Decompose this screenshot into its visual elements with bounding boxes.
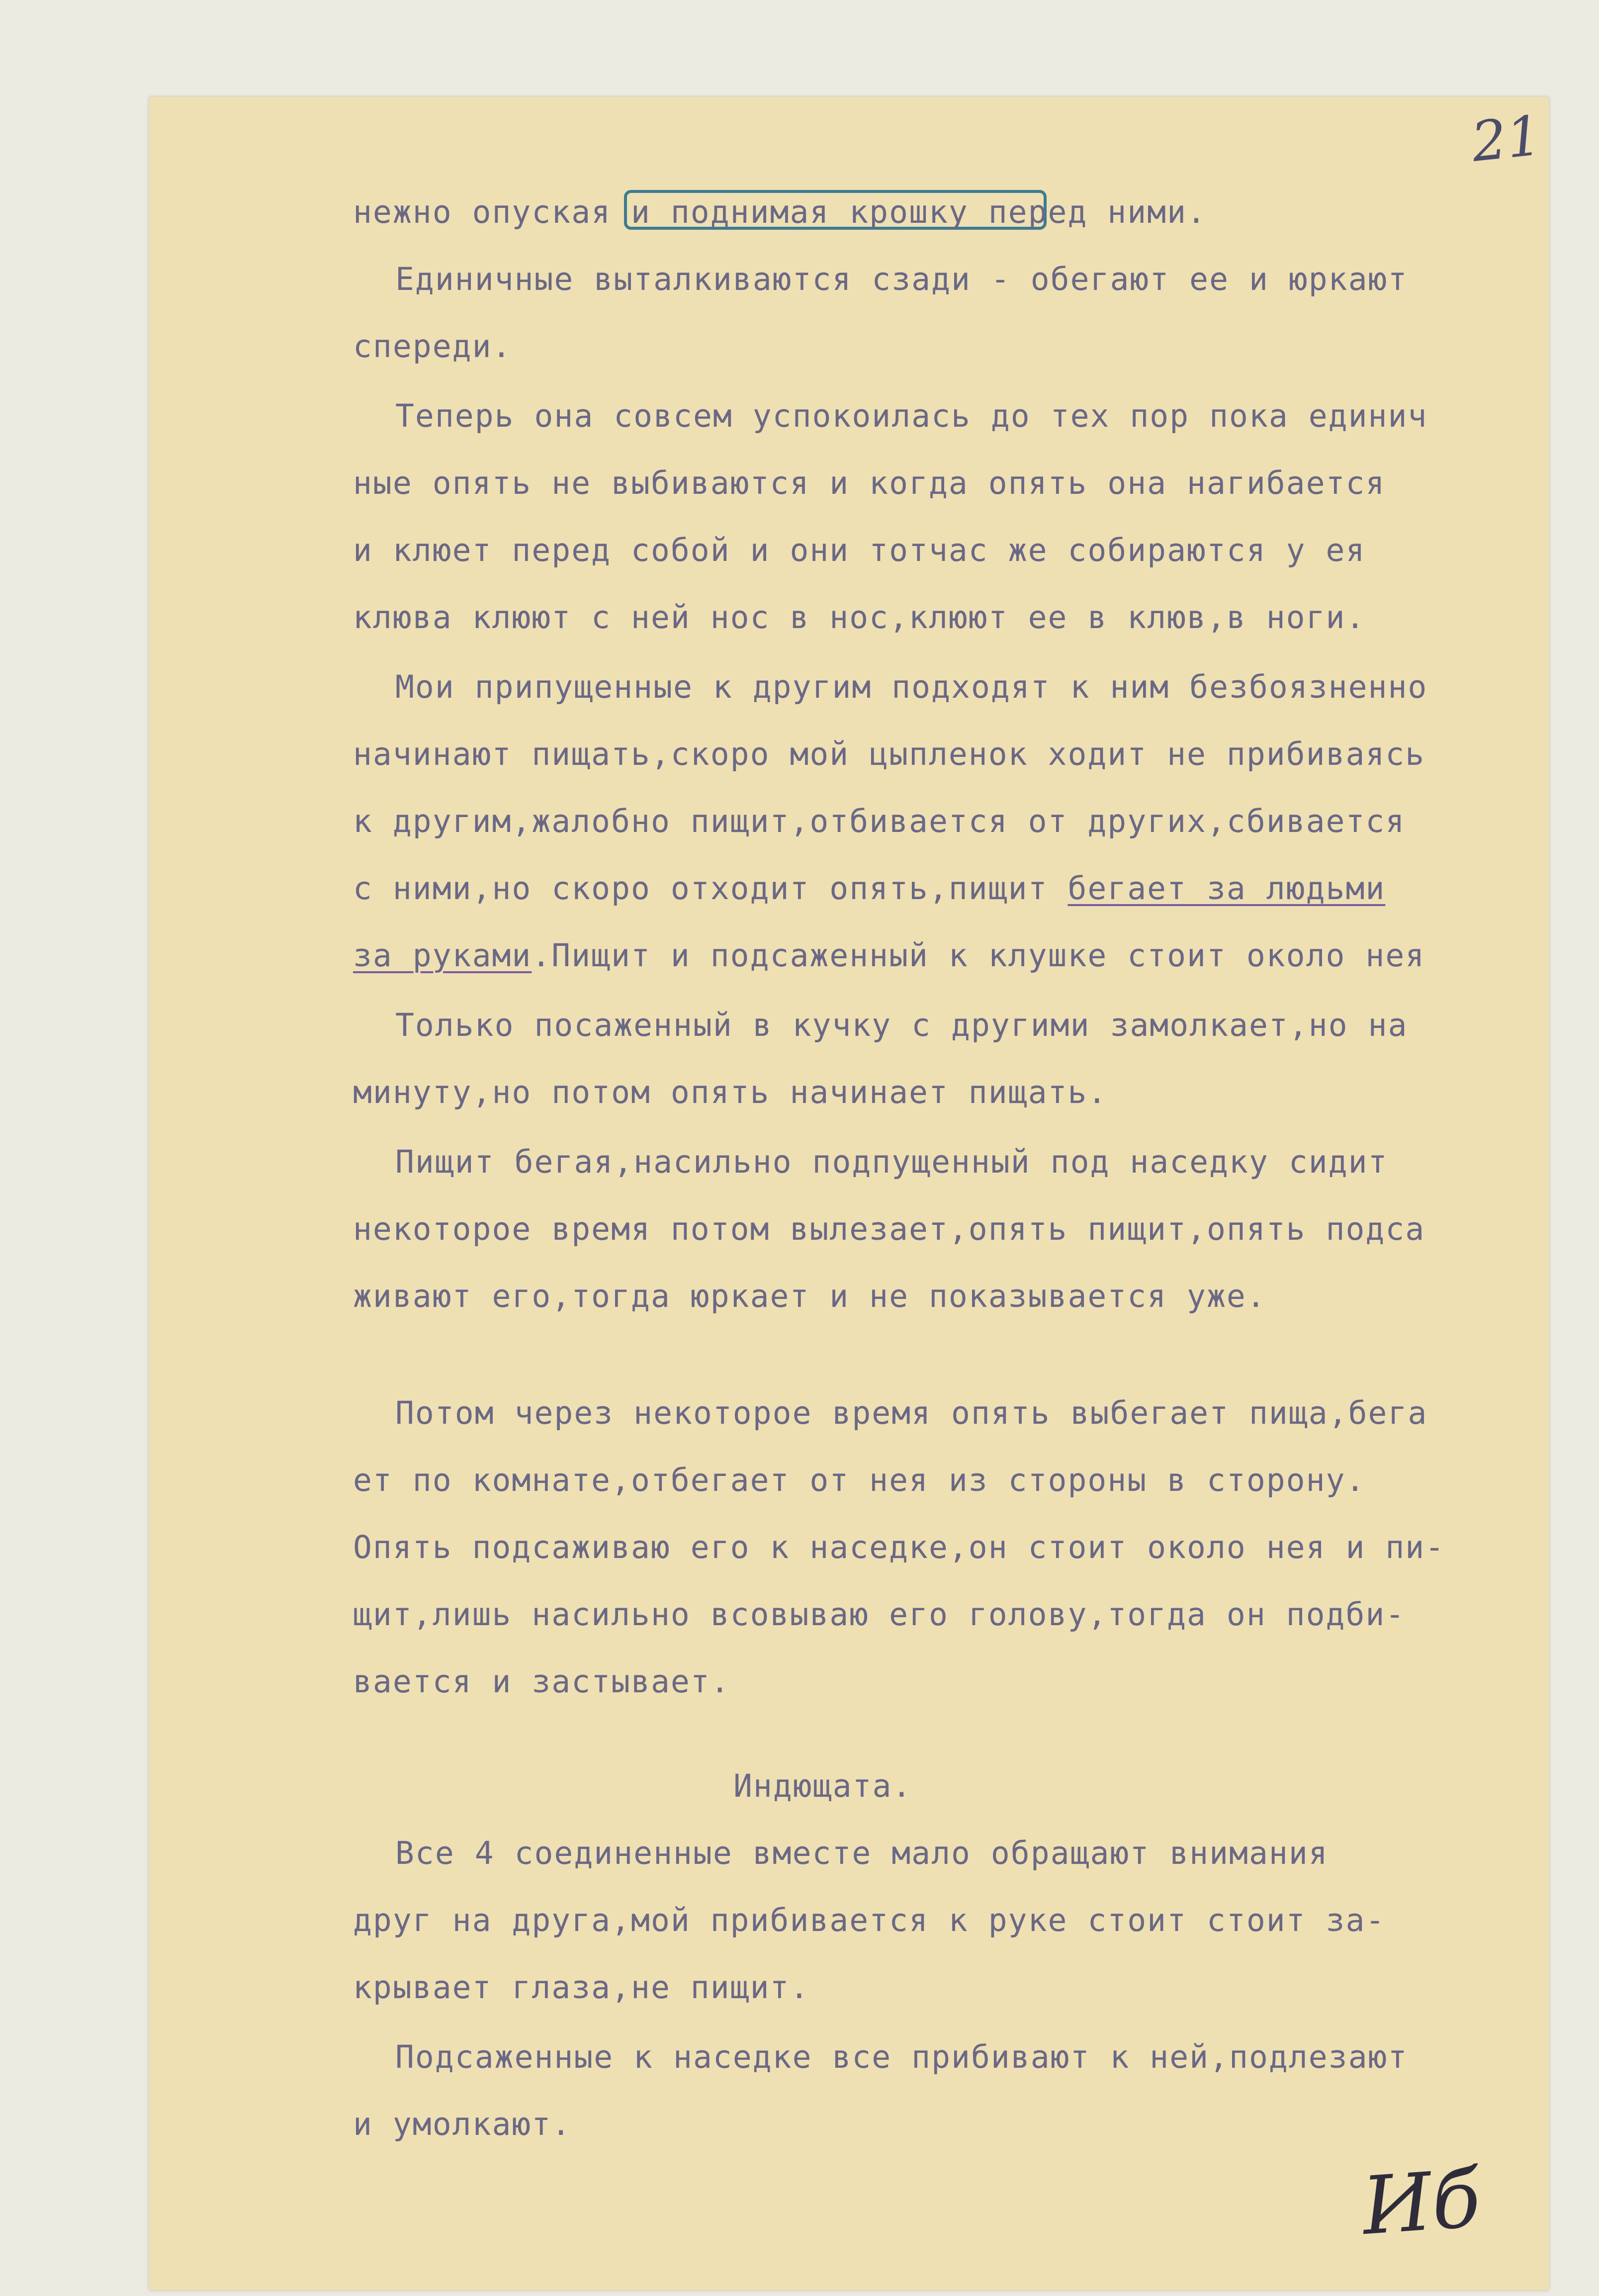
page-number: 21 <box>1468 103 1545 174</box>
text-line: к другим,жалобно пищит,отбивается от других,сбивается <box>353 803 1406 839</box>
section-heading: Индющата. <box>733 1768 912 1804</box>
text-line: ные опять не выбиваются и когда опять она нагибается <box>353 465 1386 501</box>
text-line: Опять подсаживаю его к наседке,он стоит около нея и пи- <box>353 1529 1445 1565</box>
text-line: нежно опуская и поднимая крошку перед ними. <box>353 194 1207 230</box>
text-line: минуту,но потом опять начинает пищать. <box>353 1074 1108 1110</box>
text-line: друг на друга,мой прибивается к руке стоит стоит за- <box>353 1902 1386 1938</box>
underlined-phrase: бегает за людьми <box>1067 870 1386 907</box>
text-line: ет по комнате,отбегает от нея из стороны в сторону. <box>353 1462 1366 1498</box>
text-line: Подсаженные к наседке все прибивают к ней,подлезают <box>395 2039 1408 2075</box>
text-line: Теперь она совсем успокоилась до тех пор пока единич <box>395 398 1428 434</box>
handwritten-mark: Иб <box>1359 2151 1484 2253</box>
text-line: щит,лишь насильно всовываю его голову,тогда он подби- <box>353 1596 1406 1633</box>
text-line: и умолкают. <box>353 2106 572 2142</box>
document-page <box>149 97 1549 2290</box>
text-line: и клюет перед собой и они тотчас же собираются у ея <box>353 532 1366 568</box>
text-line: Мои припущенные к другим подходят к ним безбоязненно <box>395 669 1428 705</box>
text-line: крывает глаза,не пищит. <box>353 1969 810 2006</box>
text-line: Пищит бегая,насильно подпущенный под наседку сидит <box>395 1144 1388 1180</box>
text-line: спереди. <box>353 328 512 365</box>
underlined-phrase: за руками <box>353 937 532 974</box>
text-line: вается и застывает. <box>353 1663 730 1700</box>
text-line: с ними,но скоро отходит опять,пищит бегает за людьми <box>353 870 1386 907</box>
text-line: Только посаженный в кучку с другими замолкает,но на <box>395 1007 1408 1043</box>
text-line: Потом через некоторое время опять выбегает пища,бега <box>395 1395 1428 1431</box>
text-line: некоторое время потом вылезает,опять пищит,опять подса <box>353 1211 1425 1247</box>
text-line: за руками.Пищит и подсаженный к клушке стоит около нея <box>353 937 1425 974</box>
text-line: живают его,тогда юркает и не показывается уже. <box>353 1278 1266 1314</box>
text-line: Все 4 соединенные вместе мало обращают внимания <box>395 1835 1329 1871</box>
text-line: клюва клюют с ней нос в нос,клюют ее в клюв,в ноги. <box>353 599 1366 636</box>
text-line: Единичные выталкиваются сзади - обегают ее и юркают <box>395 261 1408 297</box>
text-line: начинают пищать,скоро мой цыпленок ходит не прибиваясь <box>353 736 1425 772</box>
